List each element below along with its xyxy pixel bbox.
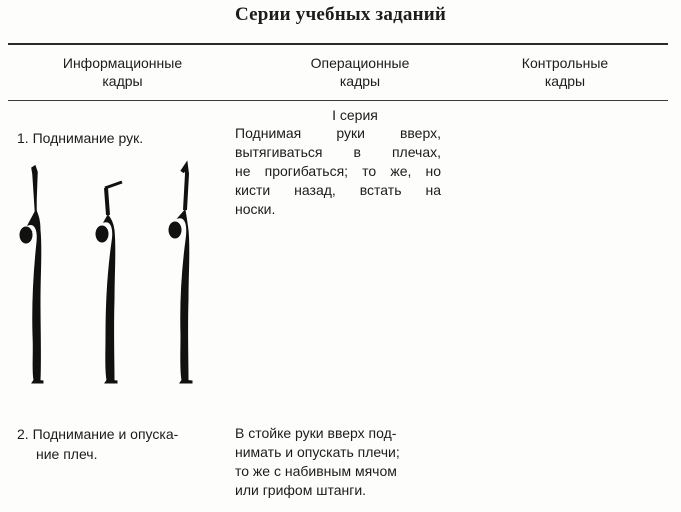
series-label: I серия [332, 107, 378, 123]
column-header-line: Информационные [62, 55, 183, 71]
figure-arms-up-2 [96, 182, 122, 383]
item-desc-line: носки. [235, 201, 276, 217]
table-top-rule [8, 43, 668, 45]
figure-arms-up-3 [169, 166, 192, 383]
column-header-control [505, 54, 625, 90]
column-header-info [40, 54, 205, 90]
posture-figures-illustration [10, 160, 210, 390]
column-header-line: кадры [544, 73, 586, 89]
item-desc-line: то же с набивным мячом [235, 463, 397, 479]
item-desc-line: нимать и опускать плечи; [235, 444, 400, 460]
page-title: Серии учебных заданий [234, 4, 447, 25]
item-title-line: ние плеч. [36, 446, 98, 462]
item-title-line: 1. Поднимание рук. [17, 130, 144, 146]
column-header-line: кадры [339, 73, 381, 89]
item-1-description [235, 124, 441, 219]
column-header-line: Контрольные [521, 55, 609, 71]
column-header-operational [290, 54, 430, 90]
item-desc-line: или грифом штанги. [235, 482, 367, 498]
column-header-line: Операционные [310, 55, 410, 71]
item-desc-line: В стойке руки вверх под- [235, 425, 397, 441]
header-bottom-rule [8, 100, 668, 101]
item-desc-line: кисти назад, встать на [235, 182, 441, 198]
item-desc-line: не прогибаться; то же, но [235, 163, 441, 179]
figure-arms-up-1 [20, 166, 43, 383]
item-title-line: 2. Поднимание и опуска- [17, 426, 179, 442]
item-1-title [17, 128, 143, 148]
item-2-description [235, 424, 445, 500]
item-desc-line: вытягиваться в плечах, [235, 144, 441, 160]
item-desc-line: Поднимая руки вверх, [235, 125, 441, 141]
column-header-line: кадры [102, 73, 143, 89]
item-2-title [17, 424, 178, 464]
